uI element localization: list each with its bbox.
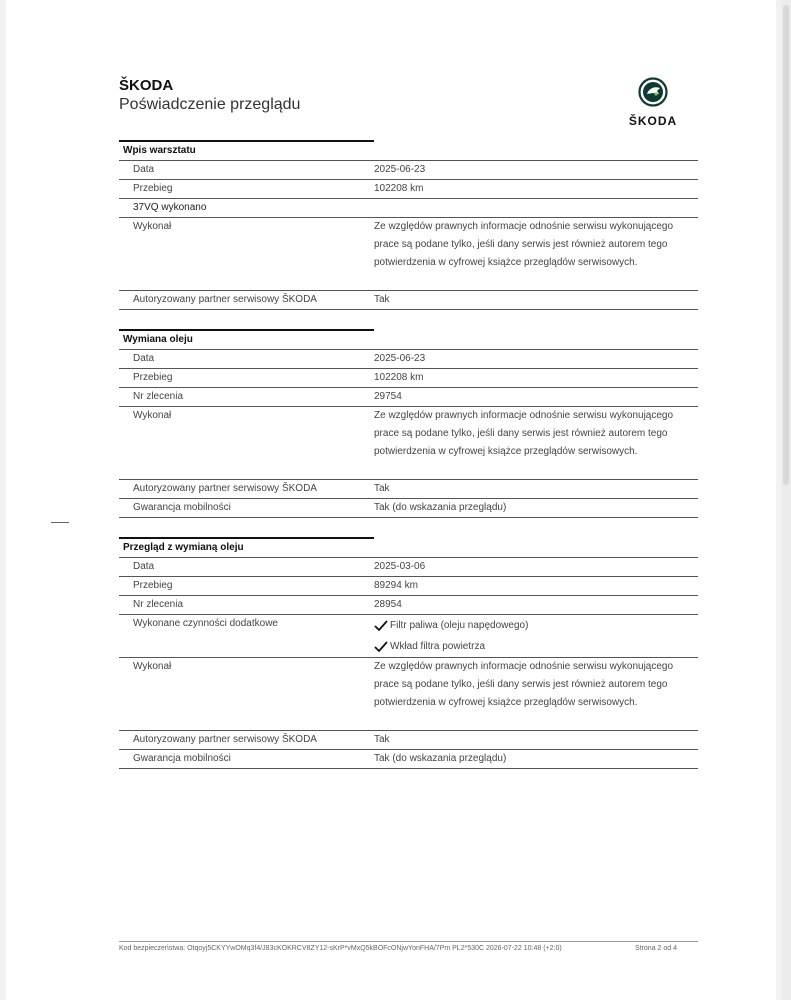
row-label: Gwarancja mobilności — [133, 753, 231, 764]
margin-mark — [51, 522, 69, 523]
row-value: Tak (do wskazania przeglądu) — [374, 502, 507, 513]
section-title: Wpis warsztatu — [119, 142, 698, 161]
table-row — [119, 499, 698, 518]
table-row — [119, 199, 698, 218]
row-value: Ze względów prawnych informacje odnośnie serwisu wykonującego prace są podane tylko, jeśli dany serwis jest również autorem tego potwierdzenia w cyfrowej książce przeglądów serwisowych. — [374, 661, 674, 708]
row-label: Nr zlecenia — [133, 599, 184, 610]
row-label: Autoryzowany partner serwisowy ŠKODA — [133, 294, 317, 305]
row-value: Tak (do wskazania przeglądu) — [374, 753, 507, 764]
row-label: Przebieg — [133, 183, 173, 194]
table-row — [119, 731, 698, 750]
row-value: 2025-03-06 — [374, 561, 426, 572]
row-value: 2025-06-23 — [374, 353, 426, 364]
section-inspection-oil-change — [119, 537, 698, 769]
logo-wordmark: ŠKODA — [628, 114, 678, 128]
row-label: Przebieg — [133, 372, 173, 383]
brand-name: ŠKODA — [119, 77, 174, 94]
row-value: Tak — [374, 734, 390, 745]
skoda-logo-icon — [638, 77, 668, 107]
row-label: Gwarancja mobilności — [133, 502, 231, 513]
checkmark-icon — [374, 641, 388, 653]
security-code: Kod bezpieczeństwa: Otqoyj5CKYYwOMq3f4/J83cKOKRCV8ZY12-sKrP*vMxQ5kBOFcONjwYonFHA/7Pm PL2*530C 2026-07-22 10:48 (+2:0) — [119, 945, 562, 952]
list-item — [374, 636, 690, 657]
row-label: Wykonał — [133, 410, 172, 421]
skoda-logo — [620, 77, 686, 128]
scrollbar-thumb[interactable] — [783, 5, 789, 485]
table-row — [119, 350, 698, 369]
row-value: 102208 km — [374, 372, 424, 383]
section-oil-change — [119, 329, 698, 518]
checkmark-icon — [374, 620, 388, 632]
document-title: Poświadczenie przeglądu — [119, 96, 301, 113]
page-number: Strona 2 od 4 — [634, 945, 677, 952]
row-label: Autoryzowany partner serwisowy ŠKODA — [133, 734, 317, 745]
section-title: Wymiana oleju — [119, 331, 698, 350]
table-row — [119, 596, 698, 615]
section-workshop-entry — [119, 140, 698, 310]
table-row — [119, 291, 698, 310]
row-label: Data — [133, 164, 155, 175]
list-item-text: Wkład filtra powietrza — [390, 640, 486, 652]
row-label: Autoryzowany partner serwisowy ŠKODA — [133, 483, 317, 494]
row-label: Wykonane czynności dodatkowe — [133, 618, 278, 629]
vertical-scrollbar[interactable] — [781, 0, 791, 1000]
section-title: Przegląd z wymianą oleju — [119, 539, 698, 558]
table-row — [119, 615, 698, 658]
row-label: Wykonał — [133, 221, 172, 232]
table-row — [119, 388, 698, 407]
list-item — [374, 615, 690, 636]
row-label: Nr zlecenia — [133, 391, 184, 402]
row-value: 28954 — [374, 599, 402, 610]
row-value: 2025-06-23 — [374, 164, 426, 175]
row-label: Data — [133, 353, 155, 364]
subsection-title: 37VQ wykonano — [133, 202, 207, 213]
list-item-text: Filtr paliwa (oleju napędowego) — [390, 619, 529, 631]
row-label: Wykonał — [133, 661, 172, 672]
table-row — [119, 658, 698, 731]
document-page — [6, 0, 776, 1000]
row-value: Tak — [374, 483, 390, 494]
table-row — [119, 577, 698, 596]
table-row — [119, 558, 698, 577]
row-value: Ze względów prawnych informacje odnośnie serwisu wykonującego prace są podane tylko, jeśli dany serwis jest również autorem tego potwierdzenia w cyfrowej książce przeglądów serwisowych. — [374, 410, 674, 457]
row-value: Ze względów prawnych informacje odnośnie serwisu wykonującego prace są podane tylko, jeśli dany serwis jest również autorem tego potwierdzenia w cyfrowej książce przeglądów serwisowych. — [374, 221, 674, 268]
row-label: Data — [133, 561, 155, 572]
row-value: Tak — [374, 294, 390, 305]
footer-divider — [119, 941, 698, 942]
table-row — [119, 369, 698, 388]
table-row — [119, 407, 698, 480]
table-row — [119, 480, 698, 499]
table-row — [119, 218, 698, 291]
table-row — [119, 750, 698, 769]
row-value: 89294 km — [374, 580, 418, 591]
table-row — [119, 180, 698, 199]
row-label: Przebieg — [133, 580, 173, 591]
row-value — [374, 615, 698, 657]
row-value: 29754 — [374, 391, 402, 402]
row-value: 102208 km — [374, 183, 424, 194]
table-row — [119, 161, 698, 180]
